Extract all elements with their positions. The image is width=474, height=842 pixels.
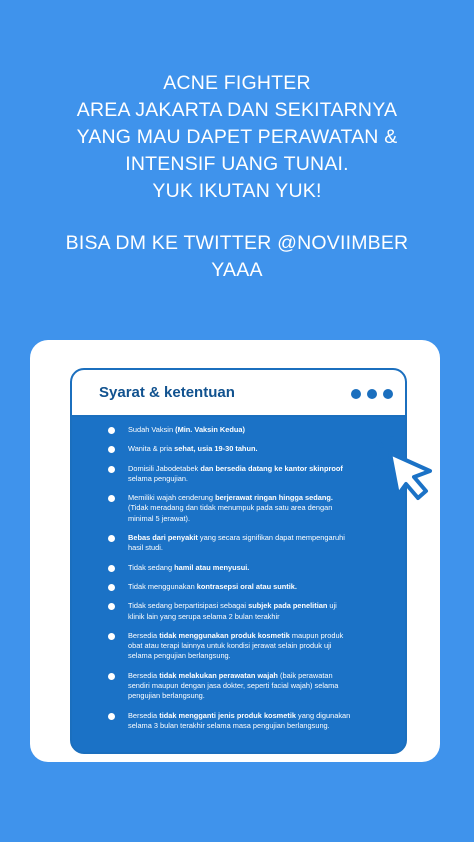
item-text: Tidak sedang berpartisipasi sebagai [128, 601, 249, 611]
item-bold: tidak menggunakan produk kosmetik [159, 630, 290, 640]
item-bold: tidak mengganti jenis produk kosmetik [159, 710, 296, 720]
item-bold: subjek pada penelitian [248, 601, 328, 611]
bullet-icon [108, 427, 115, 434]
item-text: selama pengujian. [128, 473, 188, 483]
item-text: Tidak menggunakan [128, 581, 197, 591]
bullet-icon [108, 584, 115, 591]
list-item [108, 601, 352, 622]
list-item [108, 671, 352, 702]
bullet-icon [108, 535, 115, 542]
item-text: Tidak sedang [128, 562, 175, 572]
item-bold: Bebas dari penyakit [128, 533, 198, 543]
dot [351, 389, 361, 399]
item-bold: (Min. Vaksin Kedua) [175, 425, 245, 434]
list-item [108, 464, 352, 485]
item-text: Memiliki wajah cenderung [128, 493, 216, 503]
dot [367, 389, 377, 399]
list-item [108, 444, 352, 454]
bullet-icon [108, 603, 115, 610]
list-item [108, 533, 352, 554]
list-item [108, 631, 352, 662]
dot [383, 389, 393, 399]
list-item [108, 582, 352, 592]
requirements-list [72, 417, 405, 731]
headline [0, 70, 474, 284]
item-bold: hamil atau menyusui. [174, 562, 250, 572]
item-text: Bersedia [128, 630, 160, 640]
item-text: (Tidak meradang dan tidak menumpuk pada satu area dengan minimal 5 jerawat). [128, 503, 333, 523]
dm-line: YAAA [211, 259, 263, 281]
item-text: Bersedia [128, 710, 160, 720]
item-text: maupun produk obat atau terapi lainnya untuk kondisi jerawat selain produk uji selama pengujian berlangsung. [128, 630, 344, 661]
item-bold: berjerawat ringan hingga sedang. [215, 493, 333, 503]
list-item [108, 425, 352, 435]
spacer [0, 205, 474, 230]
item-bold: tidak melakukan perawatan wajah [159, 670, 278, 680]
headline-line: YANG MAU DAPET PERAWATAN & [76, 126, 398, 148]
headline-line: AREA JAKARTA DAN SEKITARNYA [76, 99, 398, 121]
dm-line: BISA DM KE TWITTER @NOVIIMBER [65, 232, 409, 254]
list-item [108, 563, 352, 573]
bullet-icon [108, 446, 115, 453]
bullet-icon [108, 565, 115, 572]
bullet-icon [108, 495, 115, 502]
headline-line: YUK IKUTAN YUK! [152, 180, 322, 202]
item-text: Domisili Jabodetabek [128, 463, 201, 473]
list-item [108, 493, 352, 524]
item-text: Sudah Vaksin [128, 425, 176, 434]
bullet-icon [108, 466, 115, 473]
item-text: Bersedia [128, 670, 160, 680]
headline-line: ACNE FIGHTER [163, 72, 311, 94]
item-bold: dan bersedia datang ke kantor skinproof [200, 463, 343, 473]
bullet-icon [108, 633, 115, 640]
bullet-icon [108, 673, 115, 680]
item-bold: sehat, usia 19-30 tahun. [174, 444, 258, 454]
requirements-panel [70, 368, 407, 754]
requirements-card [30, 340, 440, 762]
item-text: Wanita & pria [128, 444, 175, 454]
panel-title: Syarat & ketentuan [99, 384, 235, 401]
item-bold: kontrasepsi oral atau suntik. [196, 581, 297, 591]
bullet-icon [108, 713, 115, 720]
item-text: uji klinik lain yang serupa selama 2 bulan terakhir [128, 601, 337, 621]
item-text: (baik perawatan sendiri maupun dengan jasa dokter, seperti facial wajah) selama pengujian berlangsung. [128, 670, 339, 701]
panel-header [72, 370, 405, 417]
three-dots-icon [351, 389, 393, 399]
item-text: yang secara signifikan dapat mempengaruhi hasil studi. [128, 533, 345, 553]
headline-line: INTENSIF UANG TUNAI. [125, 153, 349, 175]
list-item [108, 711, 352, 732]
item-text: yang digunakan selama 3 bulan terakhir selama masa pengujian berlangsung. [128, 710, 351, 730]
click-cursor-icon [368, 435, 438, 505]
